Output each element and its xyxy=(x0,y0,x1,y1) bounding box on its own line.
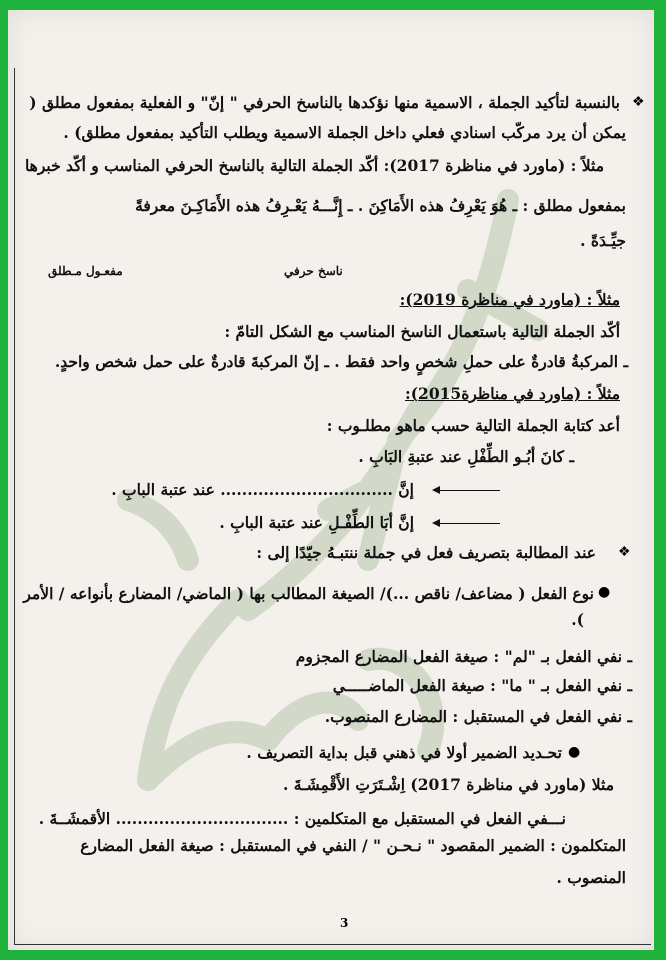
line-22: نـــفي الفعل في المستقبل مع المتكلمين : ................................ الأقمشَــةَ . xyxy=(38,809,566,828)
line-14: عند المطالبة بتصريف فعل في جملة ننتبـهُ جيّدًا إلى : xyxy=(256,543,596,562)
line-7: أكّد الجملة التالية باستعمال الناسخ المناسب مع الشكل التامّ : xyxy=(224,322,620,341)
arrow-left-icon xyxy=(434,490,500,491)
line-20: تحـديد الضمير أولا في ذهني قبل بداية التصريف . xyxy=(246,743,562,762)
diamond-bullet-icon: ❖ xyxy=(632,94,645,110)
line-21: مثلا (ماورد في مناظرة 2017) اِشْـتَرَتِ الأَقْمِشَـةَ . xyxy=(282,775,614,794)
dot-bullet-icon-2: ● xyxy=(568,744,581,760)
label-nasikh: ناسخ حرفي xyxy=(284,264,343,278)
line-10: أعد كتابة الجملة التالية حسب ماهو مطلـوب : xyxy=(326,416,620,435)
line-12: إنَّ ................................ عند عتبة البابِ . xyxy=(111,480,414,499)
line-13: إنَّ أبَا الطِّفْـلِ عند عتبة البابِ . xyxy=(219,513,414,532)
page-number: 3 xyxy=(340,916,349,930)
line-11: ـ كانَ أبُـو الطِّفْلِ عند عتبةِ البَابِ . xyxy=(358,447,574,466)
dot-bullet-icon: ● xyxy=(598,584,611,600)
diamond-bullet-icon-2: ❖ xyxy=(618,544,631,560)
line-17: ـ نفي الفعل بـ "لم" : صيغة الفعل المضارع المجزوم xyxy=(295,647,632,666)
line-3: مثلاً : (ماورد في مناظرة 2017): أكّد الجملة التالية بالناسخ الحرفي المناسب و أكّد خبرها xyxy=(24,156,604,175)
line-24: المنصوب . xyxy=(556,868,626,887)
document-page xyxy=(8,10,654,950)
line-15: نوع الفعل ( مضاعف/ ناقص ...)/ الصيغة المطالب بها ( الماضي/ المضارع بأنواعه / الأمر xyxy=(23,584,594,603)
example-heading-2015: مثلاً : (ماورد في مناظرة2015): xyxy=(404,384,620,403)
line-23: المتكلمون : الضمير المقصود " نـحـن " / النفي في المستقبل : صيغة الفعل المضارع xyxy=(80,836,626,855)
line-16: ). xyxy=(571,610,584,629)
line-2: يمكن أن يرد مركّب اسنادي فعلي داخل الجملة الاسمية ويطلب التأكيد بمفعول مطلق) . xyxy=(63,123,626,142)
label-mafoul: مفعـول مـطلق xyxy=(48,264,123,278)
line-18: ـ نفي الفعل بـ " ما" : صيغة الفعل الماضـــــي xyxy=(332,676,632,695)
line-19: ـ نفي الفعل في المستقبل : المضارع المنصوب. xyxy=(324,707,632,726)
arrow-left-icon-2 xyxy=(434,523,500,524)
line-4: بمفعول مطلق : ـ هُوَ يَعْرِفُ هذه الأَمَاكِنَ . ـ إِنَّـــهُ يَعْـرِفُ هذه الأَمَاكِـنَ معرفةً xyxy=(135,196,626,215)
line-5: جيِّـدَةً . xyxy=(580,231,626,250)
line-1: بالنسبة لتأكيد الجملة ، الاسمية منها نؤكدها بالناسخ الحرفي " إنّ" و الفعلية بمفعول مطلق ( xyxy=(29,93,620,112)
line-8: ـ المركبةُ قادرةٌ على حملِ شخصٍ واحد فقط . ـ إنّ المركبةَ قادرةٌ على حمل شخص واحدٍ. xyxy=(54,352,628,371)
example-heading-2019: مثلاً : (ماورد في مناظرة 2019): xyxy=(399,290,620,309)
